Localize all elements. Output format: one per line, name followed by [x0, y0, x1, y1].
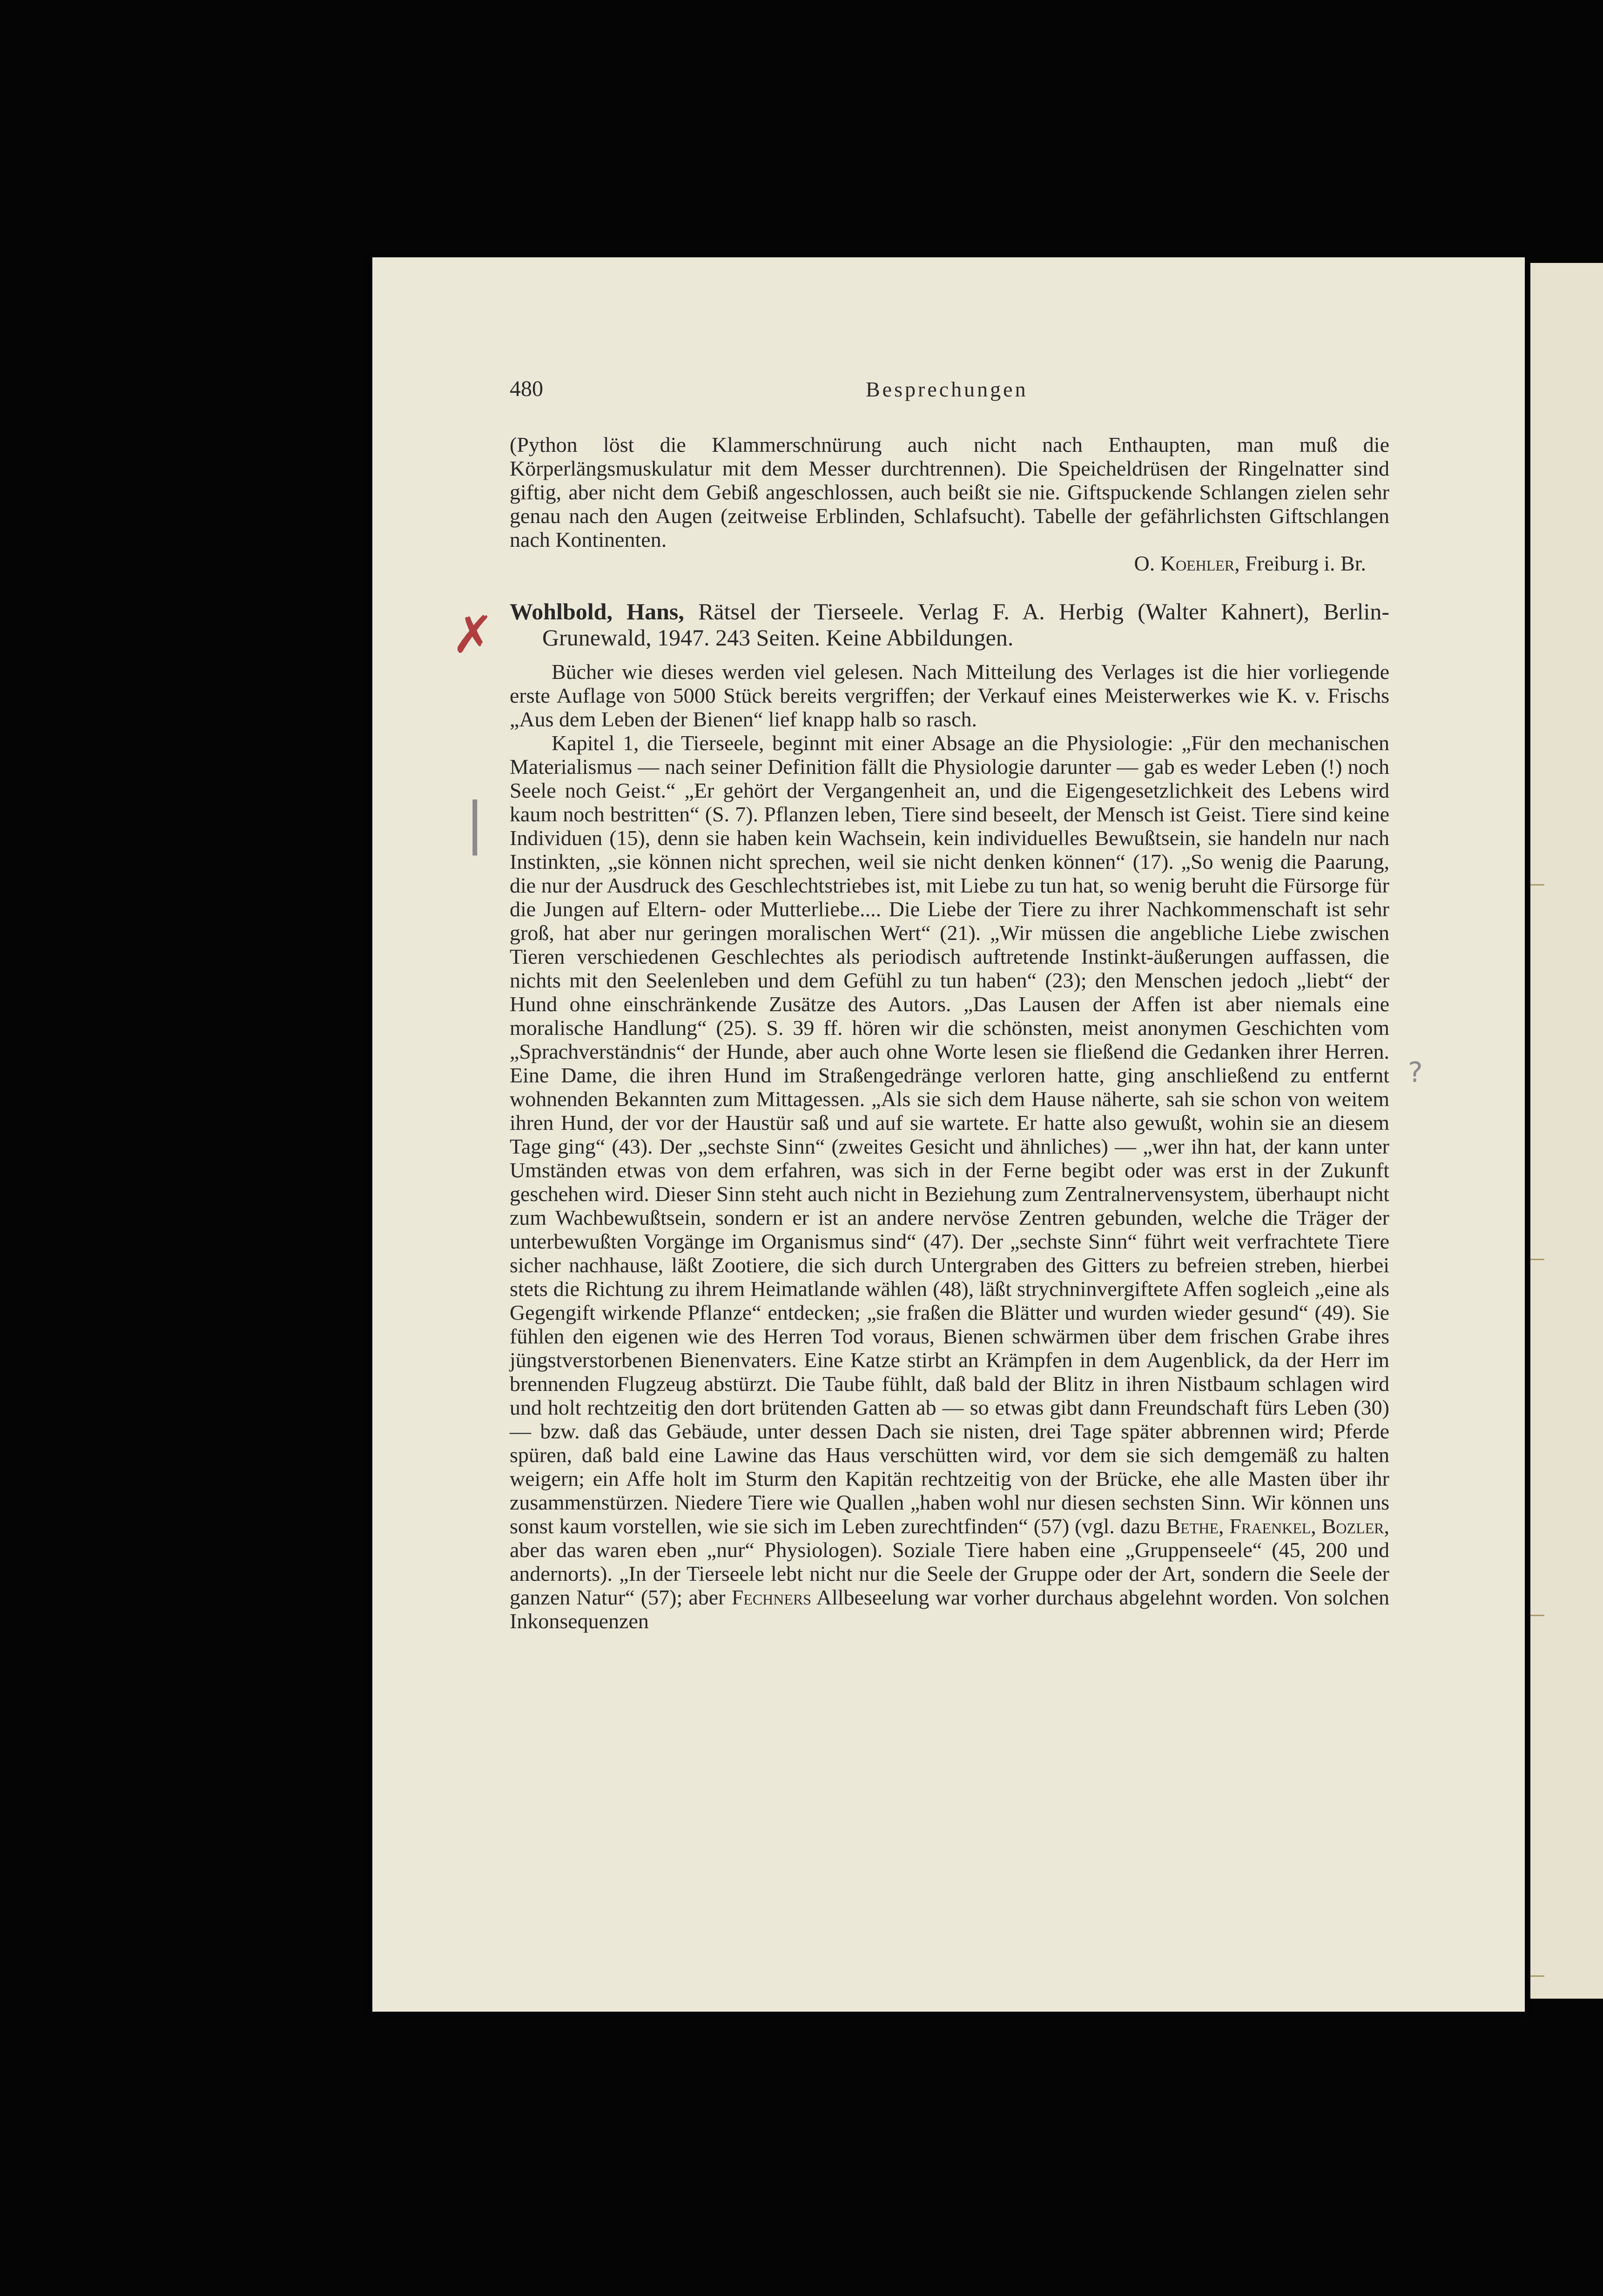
- review-paragraph-text: Allbeseelung war vorher durchaus abgelehnt worden. Von solchen Inkonsequenzen: [510, 1585, 1389, 1633]
- review-paragraph-text: Kapitel 1, die Tierseele, beginnt mit einer Absage an die Physiologie: „Für den mechanischen Materialismus — nach seiner Definition fällt die Physiologie darunter — gab es weder Leben (!) noch Seele noch Geist.“ „Er gehört der Vergangenheit an, und die Eigengesetzlichkeit des Lebens wird kaum noch bestritten“ (S. 7). Pflanzen leben, Tiere sind beseelt, der Mensch ist Geist. Tiere sind keine Individuen (15), denn sie haben kein Wachsein, kein individuelles Bewußtsein, sie handeln nur nach Instinkten, „sie können nicht sprechen, weil sie nicht denken können“ (17). „So wenig die Paarung, die nur der Ausdruck des Geschlechtstriebes ist, mit Liebe zu tun hat, so wenig beruht die Fürsorge für die Jungen auf Eltern- oder Mutterliebe.... Die Liebe der Tiere zu ihrer Nachkommenschaft ist sehr groß, hat aber nur geringen moralischen Wert“ (21). „Wir müssen die angebliche Liebe zwischen Tieren verschiedenen Geschlechtes als periodisch auftretende Instinkt-äußerungen auffassen, die nichts mit den Seelenleben und dem Gefühl zu tun haben“ (23); den Menschen jedoch „liebt“ der Hund ohne einschränkende Zusätze des Autors. „Das Lausen der Affen ist aber niemals eine moralische Handlung“ (25). S. 39 ff. hören wir die schönsten, meist anonymen Geschichten vom „Sprachverständnis“ der Hunde, aber auch ohne Worte lesen sie fließend die Gedanken ihrer Herren. Eine Dame, die ihren Hund im Straßengedränge verloren hatte, ging anschließend zu entfernt wohnenden Bekannten zum Mittagessen. „Als sie sich dem Hause näherte, sah sie schon von weitem ihren Hund, der vor der Haustür saß und auf sie wartete. Er hatte also gewußt, wohin sie an diesem Tage ging“ (43). Der „sechste Sinn“ (zweites Gesicht und ähnliches) — „wer ihn hat, der kann unter Umständen etwas von dem erfahren, was sich in der Ferne begibt oder was erst in der Zukunft geschehen wird. Dieser Sinn steht auch nicht in Beziehung zum Zentralnervensystem, überhaupt nicht zum Wachbewußtsein, sondern er ist an andere nervöse Zentren gebunden, welche die Träger der unterbewußten Vorgänge im Organismus sind“ (47). Der „sechste Sinn“ führt weit verfrachtete Tiere sicher nachhause, läßt Zootiere, die sich durch Untergraben des Gitters zu befreien streben, hierbei stets die Richtung zu ihrem Heimatlande wählen (48), läßt strychninvergiftete Affen sogleich „eine als Gegengift wirkende Pflanze“ entdecken; „sie fraßen die Blätter und wurden wieder gesund“ (49). Sie fühlen den eigenen wie des Herren Tod voraus, Bienen schwärmen über dem frischen Grabe ihres jüngstverstorbenen Bienenvaters. Eine Katze stirbt an Krämpfen in dem Augenblick, da der Herr im brennenden Flugzeug abstürzt. Die Taube fühlt, daß bald der Blitz in ihren Nistbaum schlagen wird und holt rechtzeitig den dort brütenden Gatten ab — so etwas gibt dann Freundschaft fürs Leben (30) — bzw. daß das Gebäude, unter dessen Dach sie nisten, drei Tage später abbrennen wird; Pferde spüren, daß bald eine Lawine das Haus verschütten wird, vor dem sie sich demgemäß zu halten weigern; ein Affe holt im Sturm den Kapitän rechtzeitig von der Brücke, ehe alle Masten über ihr zusammenstürzen. Niedere Tiere wie Quallen „haben wohl nur diesen sechsten Sinn. Wir können uns sonst kaum vorstellen, wie sie sich im Leben zurechtfinden“ (57) (vgl. dazu: [510, 731, 1389, 1538]
- adjacent-page-edge: [1530, 263, 1603, 1999]
- red-cross-mark: ✗: [451, 605, 495, 665]
- page-header: [510, 376, 1389, 404]
- review-author: Wohlbold, Hans,: [510, 598, 684, 624]
- cited-name: Fraenkel: [1229, 1514, 1311, 1538]
- previous-review-ending: [510, 433, 1389, 551]
- page-edge-mark: [1530, 1259, 1544, 1260]
- review-paragraph: Kapitel 1, die Tierseele, beginnt mit einer Absage an die Physiologie: „Für den mechanischen Materialismus — nach seiner Definition fällt die Physiologie darunter — gab es weder Leben (!) noch Seele noch Geist.“ „Er gehört der Vergangenheit an, und die Eigengesetzlichkeit des Lebens wird kaum noch bestritten“ (S. 7). Pflanzen leben, Tiere sind beseelt, der Mensch ist Geist. Tiere sind keine Individuen (15), denn sie haben kein Wachsein, kein individuelles Bewußtsein, sie handeln nur nach Instinkten, „sie können nicht sprechen, weil sie nicht denken können“ (17). „So wenig die Paarung, die nur der Ausdruck des Geschlechtstriebes ist, mit Liebe zu tun hat, so wenig beruht die Fürsorge für die Jungen auf Eltern- oder Mutterliebe.... Die Liebe der Tiere zu ihrer Nachkommenschaft ist sehr groß, hat aber nur geringen moralischen Wert“ (21). „Wir müssen die angebliche Liebe zwischen Tieren verschiedenen Geschlechtes als periodisch auftretende Instinkt-äußerungen auffassen, die nichts mit den Seelenleben und dem Gefühl zu tun haben“ (23); den Menschen jedoch „liebt“ der Hund ohne einschränkende Zusätze des Autors. „Das Lausen der Affen ist aber niemals eine moralische Handlung“ (25). S. 39 ff. hören wir die schönsten, meist anonymen Geschichten vom „Sprachverständnis“ der Hunde, aber auch ohne Worte lesen sie fließend die Gedanken ihrer Herren. Eine Dame, die ihren Hund im Straßengedränge verloren hatte, ging anschließend zu entfernt wohnenden Bekannten zum Mittagessen. „Als sie sich dem Hause näherte, sah sie schon von weitem ihren Hund, der vor der Haustür saß und auf sie wartete. Er hatte also gewußt, wohin sie an diesem Tage ging“ (43). Der „sechste Sinn“ (zweites Gesicht und ähnliches) — „wer ihn hat, der kann unter Umständen etwas von dem erfahren, was sich in der Ferne begibt oder was erst in der Zukunft geschehen wird. Dieser Sinn steht auch nicht in Beziehung zum Zentralnervensystem, überhaupt nicht zum Wachbewußtsein, sondern er ist an andere nervöse Zentren gebunden, welche die Träger der unterbewußten Vorgänge im Organismus sind“ (47). Der „sechste Sinn“ führt weit verfrachtete Tiere sicher nachhause, läßt Zootiere, die sich durch Untergraben des Gitters zu befreien streben, hierbei stets die Richtung zu ihrem Heimatlande wählen (48), läßt strychninvergiftete Affen sogleich „eine als Gegengift wirkende Pflanze“ entdecken; „sie fraßen die Blätter und wurden wieder gesund“ (49). Sie fühlen den eigenen wie des Herren Tod voraus, Bienen schwärmen über dem frischen Grabe ihres jüngstverstorbenen Bienenvaters. Eine Katze stirbt an Krämpfen in dem Augenblick, da der Herr im brennenden Flugzeug abstürzt. Die Taube fühlt, daß bald der Blitz in ihren Nistbaum schlagen wird und holt rechtzeitig den dort brütenden Gatten ab — so etwas gibt dann Freundschaft fürs Leben (30) — bzw. daß das Gebäude, unter dessen Dach sie nisten, drei Tage später abbrennen wird; Pferde spüren, daß bald eine Lawine das Haus verschütten wird, vor dem sie sich demgemäß zu halten weigern; ein Affe holt im Sturm den Kapitän rechtzeitig von der Brücke, ehe alle Masten über ihr zusammenstürzen. Niedere Tiere wie Quallen „haben wohl nur diesen sechsten Sinn. Wir können uns sonst kaum vorstellen, wie sie sich im Leben zurechtfinden“ (57) (vgl. dazu Bethe, Fraenkel, Bozler, aber das waren eben „nur“ Physiologen). Soziale Tiere haben eine „Gruppenseele“ (45, 200 und andernorts). „In der Tierseele lebt nicht nur die Seele der Gruppe oder der Art, sondern die Seele der ganzen Natur“ (57); aber Fechners Allbeseelung war vorher durchaus abgelehnt worden. Von solchen Inkonsequenzen: [510, 731, 1390, 1633]
- running-head: Besprechungen: [866, 377, 1028, 401]
- cited-name: Fechners: [731, 1585, 812, 1609]
- previous-review-text: (Python löst die Klammerschnürung auch nicht nach Enthaupten, man muß die Körperlängsmuskulatur mit dem Messer durchtrennen). Die Speicheldrüsen der Ringelnatter sind giftig, aber nicht dem Gebiß angeschlossen, auch beißt sie nie. Giftspuckende Schlangen zielen sehr genau nach den Augen (zeitweise Erblinden, Schlafsucht). Tabelle der gefährlichsten Giftschlangen nach Kontinenten.: [510, 433, 1389, 551]
- reviewer-place: Freiburg i. Br.: [1245, 551, 1366, 575]
- review-heading: [510, 598, 1389, 651]
- cited-name: Bethe: [1166, 1514, 1219, 1538]
- page-edge-mark: [1530, 1975, 1544, 1977]
- reviewer-name: O. Koehler: [1134, 551, 1235, 575]
- pencil-question-mark: ?: [1408, 1056, 1423, 1089]
- article-body: [510, 433, 1389, 1633]
- reviewer-signature: O. Koehler, Freiburg i. Br.: [1134, 551, 1366, 575]
- page-edge-mark: [1530, 884, 1544, 886]
- cited-name: Bozler: [1321, 1514, 1384, 1538]
- review-paragraph-text: aber das waren eben „nur“ Physiologen). Soziale Tiere haben eine „Gruppenseele“ (45, 200 und andernorts). „In der Tierseele lebt nicht nur die Seele der Gruppe oder der Art, sondern die Seele der ganzen Natur“ (57); aber: [510, 1538, 1389, 1609]
- review-title-info: Rätsel der Tierseele. Verlag F. A. Herbig (Walter Kahnert), Berlin-Grunewald, 1947. 243 Seiten. Keine Abbildungen.: [542, 598, 1390, 651]
- pencil-margin-line: |: [465, 791, 485, 856]
- page-edge-mark: [1530, 1615, 1544, 1616]
- review-paragraph: Bücher wie dieses werden viel gelesen. Nach Mitteilung des Verlages ist die hier vorliegende erste Auflage von 5000 Stück bereits vergriffen; der Verkauf eines Meisterwerkes wie K. v. Frischs „Aus dem Leben der Bienen“ lief knapp halb so rasch.: [510, 660, 1389, 731]
- page-number: 480: [510, 376, 543, 401]
